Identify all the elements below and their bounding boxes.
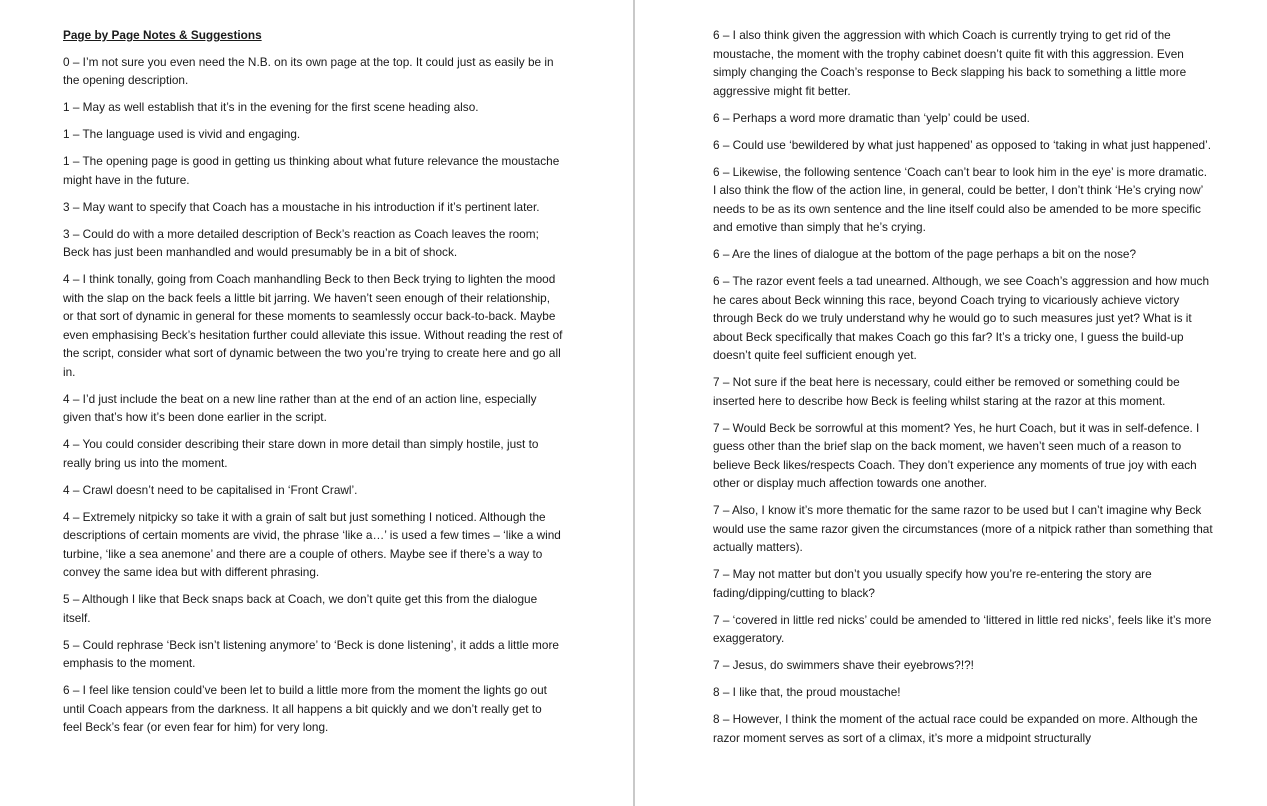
- note-paragraph: 5 – Although I like that Beck snaps back at Coach, we don’t quite get this from the dialogue itself.: [63, 592, 538, 625]
- note-paragraph: 4 – You could consider describing their stare down in more detail than simply hostile, just to really bring us into the moment.: [63, 437, 539, 470]
- right-page: [635, 0, 1267, 806]
- note-paragraph: 4 – Extremely nitpicky so take it with a grain of salt but just something I noticed. Although the descriptions of certain moments are vivid, the phrase ‘like a…’ is used a few times – ‘like a wind turbine, ‘like a sea anemone’ and there are a couple of others. Maybe see if there’s a way to convey the same idea but with different phrasing.: [63, 509, 561, 579]
- note-paragraph: 6 – Perhaps a word more dramatic than ‘yelp’ could be used.: [713, 110, 1030, 125]
- note-paragraph: 1 – The language used is vivid and engaging.: [63, 127, 301, 141]
- note-paragraph: 4 – I’d just include the beat on a new line rather than at the end of an action line, especially given that’s how it’s been done earlier in the script.: [63, 391, 537, 424]
- note-paragraph: 0 – I’m not sure you even need the N.B. on its own page at the top. It could just as easily be in the opening description.: [63, 54, 554, 87]
- note-paragraph: 8 – However, I think the moment of the actual race could be expanded on more. Although the razor moment serves as sort of a climax, it’s more a midpoint structurally: [713, 712, 1198, 745]
- note-paragraph: 3 – May want to specify that Coach has a moustache in his introduction if it’s pertinent later.: [63, 199, 540, 214]
- note-paragraph: 7 – Also, I know it’s more thematic for the same razor to be used but I can’t imagine why Beck would use the same razor given the circumstances (more of a nitpick rather than something that actually matters).: [713, 503, 1213, 554]
- note-paragraph: 1 – The opening page is good in getting us thinking about what future relevance the moustache might have in the future.: [63, 154, 560, 187]
- note-paragraph: 7 – ‘covered in little red nicks’ could be amended to ‘littered in little red nicks’, feels like it’s more exaggeratory.: [713, 612, 1212, 645]
- note-paragraph: 6 – I feel like tension could’ve been let to build a little more from the moment the lights go out until Coach appears from the darkness. It all happens a bit quickly and we don’t really get to feel Beck’s fear (or even fear for him) for very long.: [63, 683, 547, 734]
- note-paragraph: 6 – Are the lines of dialogue at the bottom of the page perhaps a bit on the nose?: [713, 247, 1137, 261]
- note-paragraph: 1 – May as well establish that it’s in the evening for the first scene heading also.: [63, 100, 479, 114]
- note-paragraph: 6 – Could use ‘bewildered by what just happened’ as opposed to ‘taking in what just happened’.: [713, 137, 1211, 152]
- note-paragraph: 6 – I also think given the aggression with which Coach is currently trying to get rid of the moustache, the moment with the trophy cabinet doesn’t quite fit with this aggression. Even simply changing the Coach’s response to Beck slapping his back to something a little more aggressive might fit better.: [713, 28, 1187, 98]
- page-title: Page by Page Notes & Suggestions: [63, 28, 262, 42]
- note-paragraph: 6 – Likewise, the following sentence ‘Coach can’t bear to look him in the eye’ is more dramatic. I also think the flow of the action line, in general, could be better, I don’t think ‘He’s crying now’ needs to be as its own sentence and the line itself could also be amended to be more specific and emotive than simply that he’s crying.: [713, 164, 1207, 234]
- right-notes-column: [713, 26, 1213, 756]
- note-paragraph: 7 – Jesus, do swimmers shave their eyebrows?!?!: [713, 658, 974, 672]
- note-paragraph: 4 – I think tonally, going from Coach manhandling Beck to then Beck trying to lighten the mood with the slap on the back feels a little bit jarring. We haven’t seen enough of their relationship, or that sort of dynamic in general for these moments to seamlessly occur back-to-back. Maybe even emphasising Beck’s hesitation further could alleviate this issue. Without reading the rest of the script, consider what sort of dynamic between the two you’re trying to create here and go all in.: [63, 272, 563, 379]
- left-page: [0, 0, 633, 806]
- note-paragraph: 4 – Crawl doesn’t need to be capitalised in ‘Front Crawl’.: [63, 482, 358, 497]
- note-paragraph: 5 – Could rephrase ‘Beck isn’t listening anymore’ to ‘Beck is done listening’, it adds a little more emphasis to the moment.: [63, 637, 559, 670]
- note-paragraph: 8 – I like that, the proud moustache!: [713, 685, 901, 699]
- left-notes-column: [63, 26, 563, 745]
- note-paragraph: 6 – The razor event feels a tad unearned. Although, we see Coach’s aggression and how much he cares about Beck winning this race, beyond Coach trying to vicariously achieve victory through Beck do we truly understand why he would go to such measures just yet? What is it about Beck specifically that makes Coach go this far? It’s a tricky one, I guess the build-up doesn’t quite feel sufficient enough yet.: [713, 274, 1210, 362]
- note-paragraph: 7 – May not matter but don’t you usually specify how you’re re-entering the story are fading/dipping/cutting to black?: [713, 567, 1152, 600]
- note-paragraph: 7 – Not sure if the beat here is necessary, could either be removed or something could be inserted here to describe how Beck is feeling whilst staring at the razor at this moment.: [713, 375, 1180, 408]
- note-paragraph: 3 – Could do with a more detailed description of Beck’s reaction as Coach leaves the room; Beck has just been manhandled and would presumably be in a bit of shock.: [63, 226, 539, 259]
- note-paragraph: 7 – Would Beck be sorrowful at this moment? Yes, he hurt Coach, but it was in self-defence. I guess other than the brief slap on the back moment, we haven’t seen much of a reason to believe Beck likes/respects Coach. They don’t experience any moments of true joy with each other or display much affection towards one another.: [713, 420, 1200, 490]
